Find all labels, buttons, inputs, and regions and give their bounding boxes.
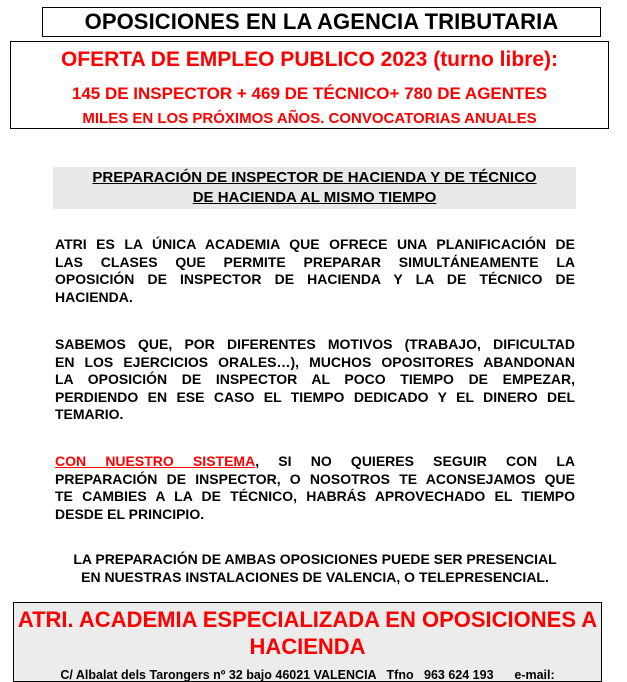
- academy-name-line2: HACIENDA: [249, 634, 366, 659]
- preparation-heading-line1: PREPARACIÓN DE INSPECTOR DE HACIENDA Y DE TÉCNICO: [92, 169, 537, 186]
- paragraph-line: LA OPOSICIÓN DE INSPECTOR AL POCO TIEMPO DE EMPEZAR,: [55, 371, 575, 387]
- paragraph-modality: [55, 551, 575, 586]
- paragraph-line: EN LOS EJERCICIOS ORALES…), MUCHOS OPOSITORES ABANDONAN: [55, 353, 575, 370]
- academy-name-line1: ATRI. ACADEMIA ESPECIALIZADA EN OPOSICIONES A: [17, 607, 598, 632]
- page-title: OPOSICIONES EN LA AGENCIA TRIBUTARIA: [42, 7, 601, 37]
- offer-future: MILES EN LOS PRÓXIMOS AÑOS. CONVOCATORIAS ANUALES: [82, 110, 537, 127]
- paragraph-line-rest: , SI NO QUIERES SEGUIR CON LA: [255, 453, 575, 469]
- paragraph-line: SABEMOS QUE, POR DIFERENTES MOTIVOS (TRABAJO, DIFICULTAD: [55, 336, 575, 352]
- paragraph-line: HACIENDA.: [55, 288, 133, 305]
- academy-contact: C/ Albalat dels Tarongers nº 32 bajo 46021 VALENCIA Tfno 963 624 193 e-mail:: [60, 668, 555, 682]
- paragraph-unique-academy: [55, 236, 575, 306]
- paragraph-line: TE CAMBIES A LA DE TÉCNICO, HABRÁS APROVECHADO EL TIEMPO: [55, 488, 575, 504]
- paragraph-line: [55, 453, 575, 471]
- paragraph-line: LA PREPARACIÓN DE AMBAS OPOSICIONES PUEDE SER PRESENCIAL: [73, 551, 557, 567]
- our-system-highlight: CON NUESTRO SISTEMA: [55, 453, 256, 469]
- preparation-heading-line2: DE HACIENDA AL MISMO TIEMPO: [192, 189, 437, 206]
- paragraph-line: EN NUESTRAS INSTALACIONES DE VALENCIA, O TELEPRESENCIAL.: [81, 568, 549, 585]
- job-offer-box: [10, 41, 609, 129]
- paragraph-line: OPOSICIÓN DE INSPECTOR DE HACIENDA Y LA DE TÉCNICO DE: [55, 271, 575, 287]
- paragraph-line: PERDIENDO EN ESE CASO EL TIEMPO DEDICADO Y EL DINERO DEL: [55, 388, 575, 405]
- preparation-heading: [53, 167, 576, 209]
- offer-heading: OFERTA DE EMPLEO PUBLICO 2023 (turno libre):: [60, 48, 559, 71]
- academy-name: [14, 606, 601, 660]
- paragraph-line: ATRI ES LA ÚNICA ACADEMIA QUE OFRECE UNA PLANIFICACIÓN DE: [55, 236, 575, 252]
- paragraph-our-system: [55, 453, 575, 523]
- offer-positions: 145 DE INSPECTOR + 469 DE TÉCNICO+ 780 DE AGENTES: [71, 84, 548, 103]
- academy-footer-box: [13, 602, 602, 682]
- paragraph-dropout-reasons: [55, 336, 575, 424]
- paragraph-line: PREPARACIÓN DE INSPECTOR, O NOSOTROS TE ACONSEJAMOS QUE: [55, 470, 575, 487]
- paragraph-line: TEMARIO.: [55, 406, 124, 422]
- paragraph-line: LAS CLASES QUE PERMITE PREPARAR SIMULTÁNEAMENTE LA: [55, 253, 575, 270]
- paragraph-line: DESDE EL PRINCIPIO.: [55, 505, 205, 522]
